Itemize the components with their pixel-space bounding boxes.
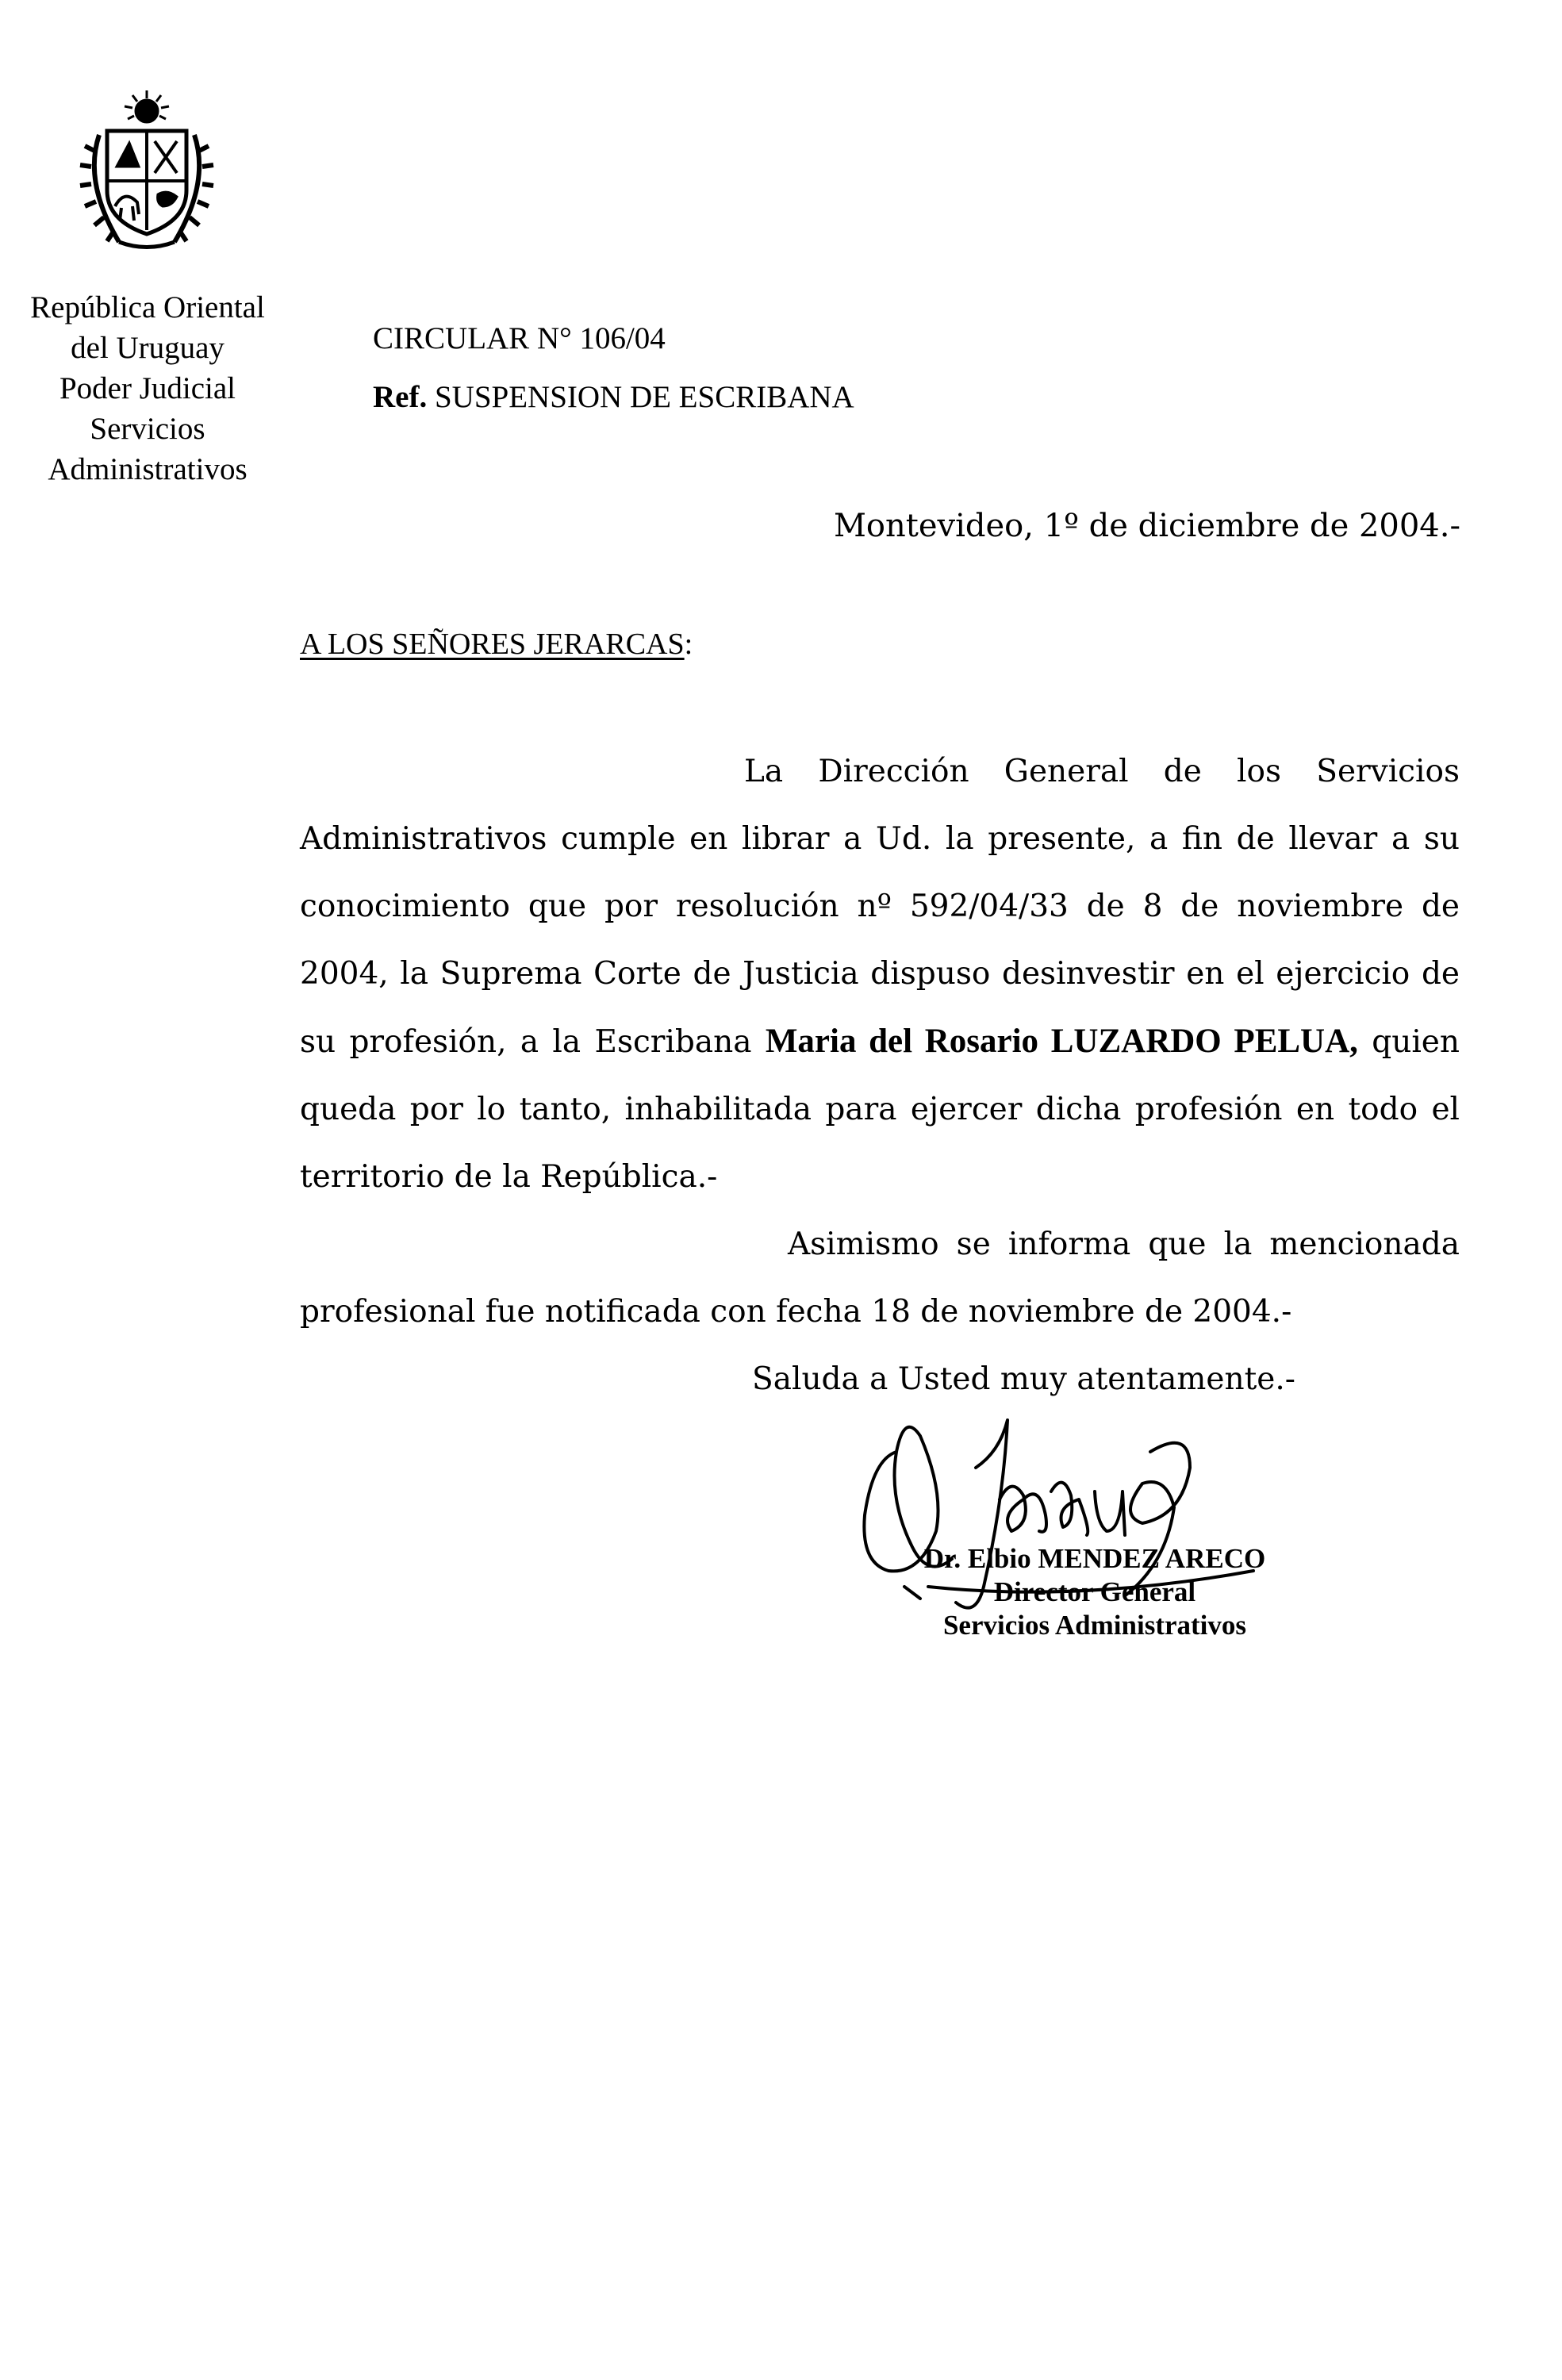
org-line: Administrativos xyxy=(48,452,248,486)
reference-line xyxy=(373,379,854,415)
salutation-text: A LOS SEÑORES JERARCAS xyxy=(300,628,685,661)
paragraph-text: La Dirección General de los Servicios Administrativos cumple en librar a Ud. la presente, a fin de llevar a su conocimiento que por resolución nº 592/04/33 de 8 de noviembre de 2004, la Suprema Corte de Justicia dispuso desinvestir en el ejercicio de su profesión, a la Escribana xyxy=(300,754,1460,1060)
org-line: del Uruguay xyxy=(71,331,225,365)
org-line: Poder Judicial xyxy=(59,371,236,405)
letter-body xyxy=(300,738,1460,1413)
salutation xyxy=(300,627,693,662)
signatory-name: Dr. Elbio MENDEZ ARECO xyxy=(923,1543,1266,1574)
signatory-title: Director General xyxy=(993,1576,1196,1607)
org-line: República Oriental xyxy=(30,290,265,324)
reference-label: Ref. xyxy=(373,380,428,414)
signatory-block xyxy=(888,1542,1301,1642)
person-name: Maria del Rosario LUZARDO PELUA, xyxy=(765,1023,1358,1060)
body-paragraph-1 xyxy=(300,738,1460,1211)
org-line: Servicios xyxy=(90,412,205,446)
letter-date: Montevideo, 1º de diciembre de 2004.- xyxy=(833,508,1460,544)
salutation-suffix: : xyxy=(684,628,693,661)
signatory-office: Servicios Administrativos xyxy=(942,1610,1247,1641)
issuing-organization xyxy=(16,287,279,489)
reference-text: SUSPENSION DE ESCRIBANA xyxy=(427,380,854,414)
body-paragraph-2: Asimismo se informa que la mencionada profesional fue notificada con fecha 18 de noviembre de 2004.- xyxy=(300,1226,1460,1330)
closing-line: Saluda a Usted muy atentamente.- xyxy=(752,1361,1295,1397)
coat-of-arms-icon xyxy=(75,87,218,254)
paragraph-text: quien queda por lo tanto, inhabilitada para ejercer dicha profesión en todo el territorio de la República.- xyxy=(300,1024,1460,1195)
circular-number: CIRCULAR N° 106/04 xyxy=(373,321,666,355)
